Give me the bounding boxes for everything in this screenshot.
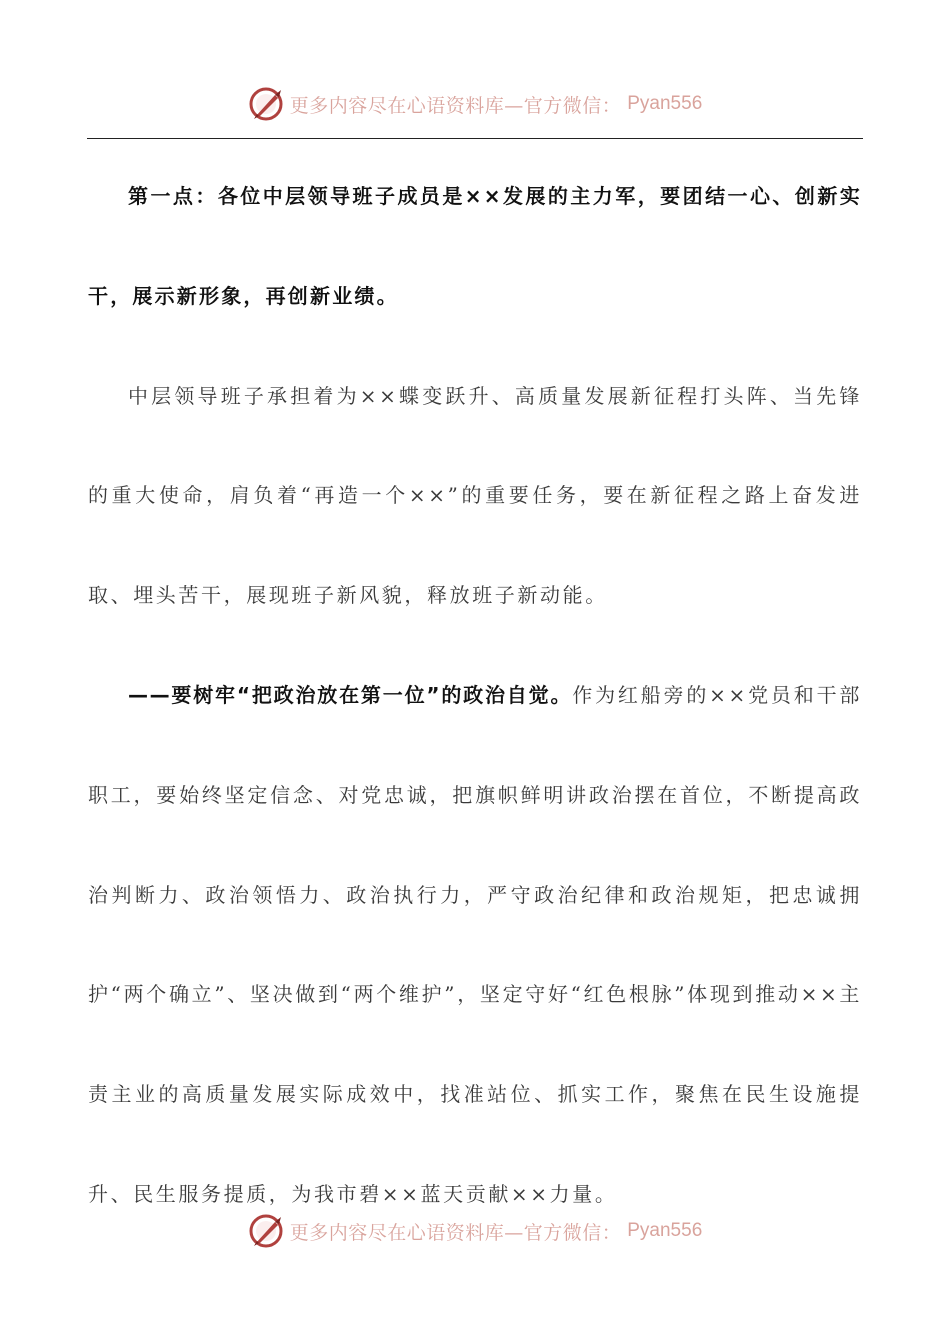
watermark-text: 更多内容尽在心语资料库—官方微信： <box>289 1221 622 1244</box>
footer-watermark <box>0 1211 950 1251</box>
paragraph-1: 中层领导班子承担着为××蝶变跃升、高质量发展新征程打头阵、当先锋的重大使命，肩负着“再造一个××”的重要任务，要在新征程之路上奋发进取、埋头苦干，展现班子新风貌，释放班子新动能。 <box>88 383 862 608</box>
header-divider <box>87 138 863 139</box>
paragraph-2 <box>88 646 862 1245</box>
section-heading: 第一点：各位中层领导班子成员是××发展的主力军，要团结一心、创新实干，展示新形象，再创新业绩。 <box>88 184 862 308</box>
watermark-wechat-id: Pyan556 <box>627 93 703 114</box>
watermark-wechat-id: Pyan556 <box>627 1220 703 1241</box>
paragraph-2-lead: ——要树牢“把政治放在第一位”的政治自觉。 <box>128 682 573 707</box>
document-body <box>88 147 862 1245</box>
paragraph-2-body: 作为红船旁的××党员和干部职工，要始终坚定信念、对党忠诚，把旗帜鲜明讲政治摆在首位，不断提高政治判断力、政治领悟力、政治执行力，严守政治纪律和政治规矩，把忠诚拥护“两个确立”、坚决做到“两个维护”，坚定守好“红色根脉”体现到推动××主责主业的高质量发展实际成效中，找准站位、抓实工作，聚焦在民生设施提升、民生服务提质，为我市碧××蓝天贡献××力量。 <box>88 682 862 1206</box>
quill-pen-seal-icon <box>248 86 284 122</box>
header-watermark <box>0 84 950 124</box>
quill-pen-seal-icon <box>248 1213 284 1249</box>
watermark-text: 更多内容尽在心语资料库—官方微信： <box>289 94 622 117</box>
